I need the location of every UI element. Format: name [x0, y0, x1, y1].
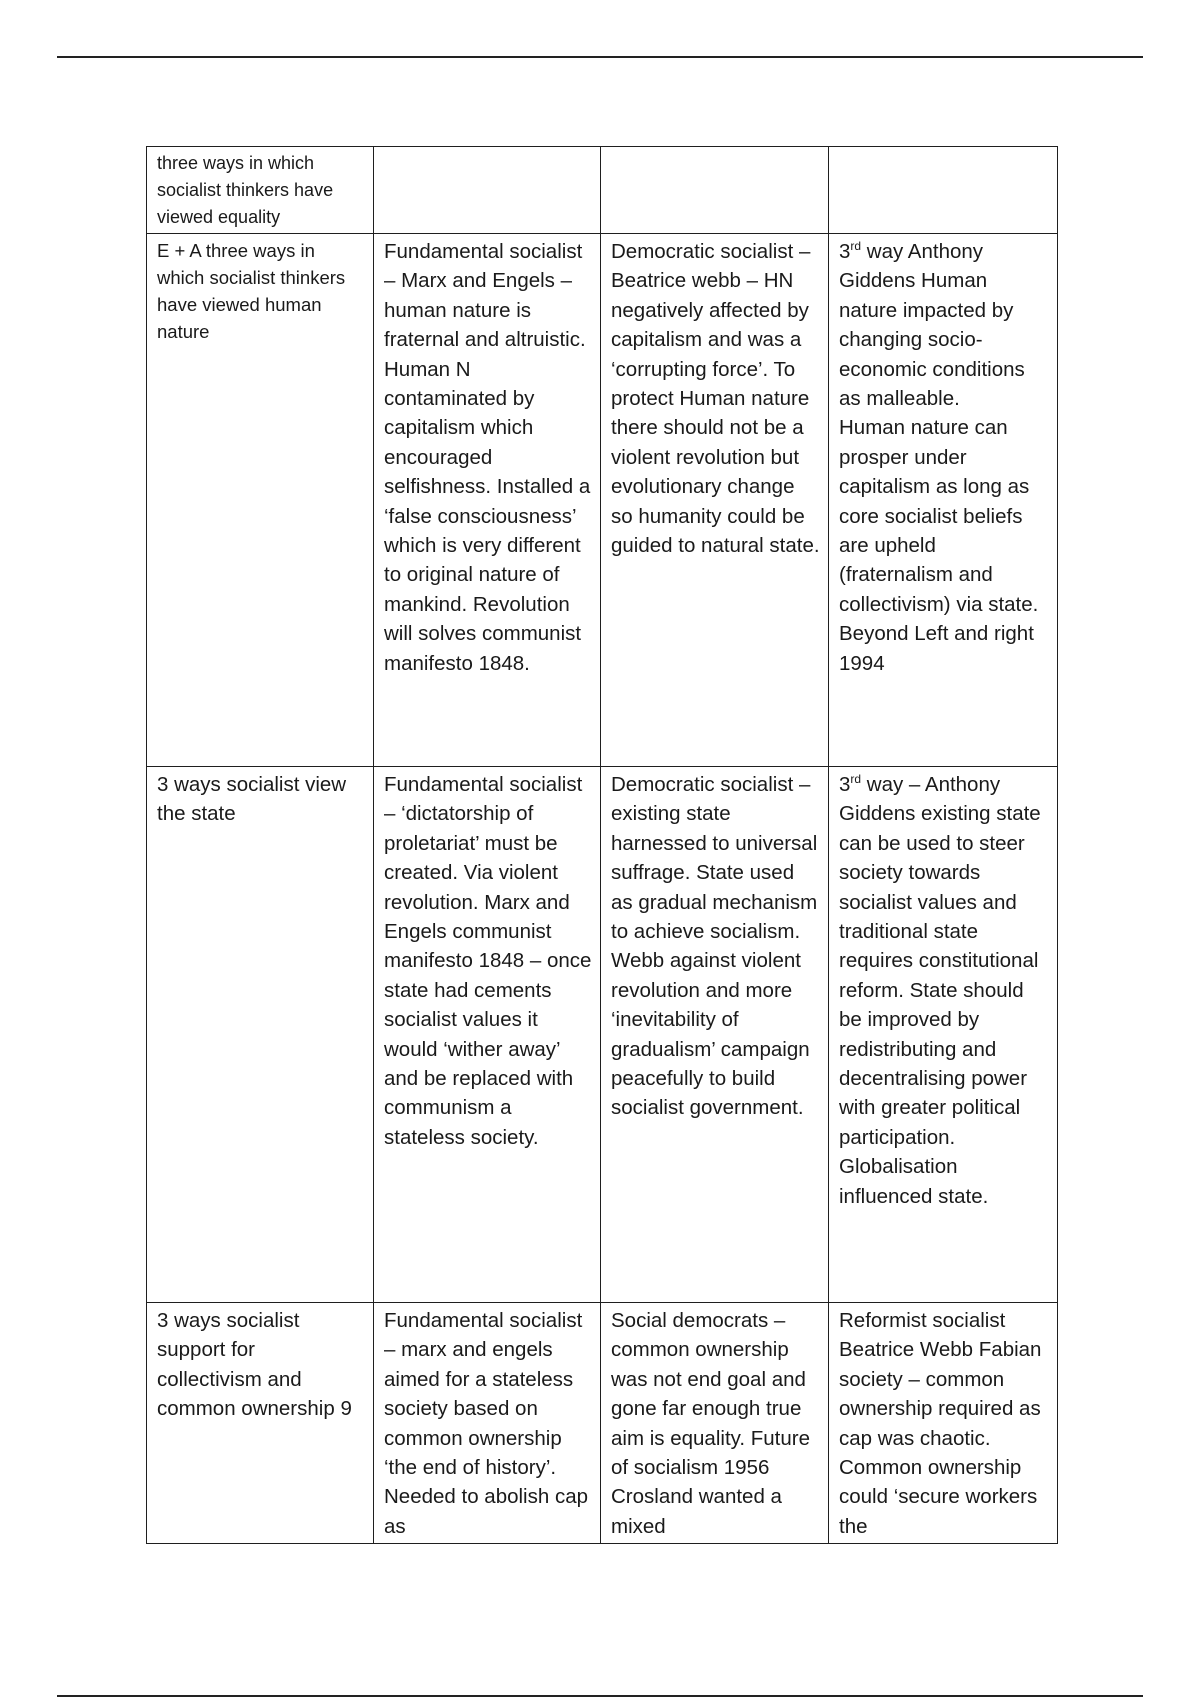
table-cell: [374, 147, 601, 234]
table-cell: [601, 147, 829, 234]
row-label-cell: 3 ways socialist support for collectivism and common ownership 9: [147, 1303, 374, 1544]
row-label-cell: three ways in which socialist thinkers have viewed equality: [147, 147, 374, 234]
footer-rule: [57, 1695, 1143, 1697]
table-row: [147, 147, 1058, 234]
table-cell: Democratic socialist – Beatrice webb – HN negatively affected by capitalism and was a ‘corrupting force’. To protect Human nature there should not be a violent revolution but evolutionary change so humanity could be guided to natural state.: [601, 234, 829, 767]
notes-table: [146, 146, 1058, 1544]
table-cell: Social democrats – common ownership was not end goal and gone far enough true aim is equality. Future of socialism 1956 Crosland wanted a mixed: [601, 1303, 829, 1544]
table-cell: Reformist socialist Beatrice Webb Fabian society – common ownership required as cap was chaotic. Common ownership could ‘secure workers the: [829, 1303, 1058, 1544]
table-row: [147, 767, 1058, 1303]
table-cell: Fundamental socialist – Marx and Engels – human nature is fraternal and altruistic. Human N contaminated by capitalism which encouraged selfishness. Installed a ‘false consciousness’ which is very different to original nature of mankind. Revolution will solves communist manifesto 1848.: [374, 234, 601, 767]
row-label-cell: E + A three ways in which socialist thinkers have viewed human nature: [147, 234, 374, 767]
table-cell: Fundamental socialist – ‘dictatorship of proletariat’ must be created. Via violent revolution. Marx and Engels communist manifesto 1848 – once state had cements socialist values it would ‘wither away’ and be replaced with communism a stateless society.: [374, 767, 601, 1303]
row-label-cell: 3 ways socialist view the state: [147, 767, 374, 1303]
header-rule: [57, 56, 1143, 58]
table-cell: Democratic socialist – existing state harnessed to universal suffrage. State used as gradual mechanism to achieve socialism. Webb against violent revolution and more ‘inevitability of gradualism’ campaign peacefully to build socialist government.: [601, 767, 829, 1303]
table-row: [147, 1303, 1058, 1544]
table-cell: 3rd way Anthony Giddens Human nature impacted by changing socio-economic conditions as malleable. Human nature can prosper under capitalism as long as core socialist beliefs are upheld (fraternalism and collectivism) via state. Beyond Left and right 1994: [829, 234, 1058, 767]
table-cell: Fundamental socialist – marx and engels aimed for a stateless society based on common ownership ‘the end of history’. Needed to abolish cap as: [374, 1303, 601, 1544]
table-cell: 3rd way – Anthony Giddens existing state can be used to steer society towards socialist values and traditional state requires constitutional reform. State should be improved by redistributing and decentralising power with greater political participation. Globalisation influenced state.: [829, 767, 1058, 1303]
table-row: [147, 234, 1058, 767]
table-cell: [829, 147, 1058, 234]
